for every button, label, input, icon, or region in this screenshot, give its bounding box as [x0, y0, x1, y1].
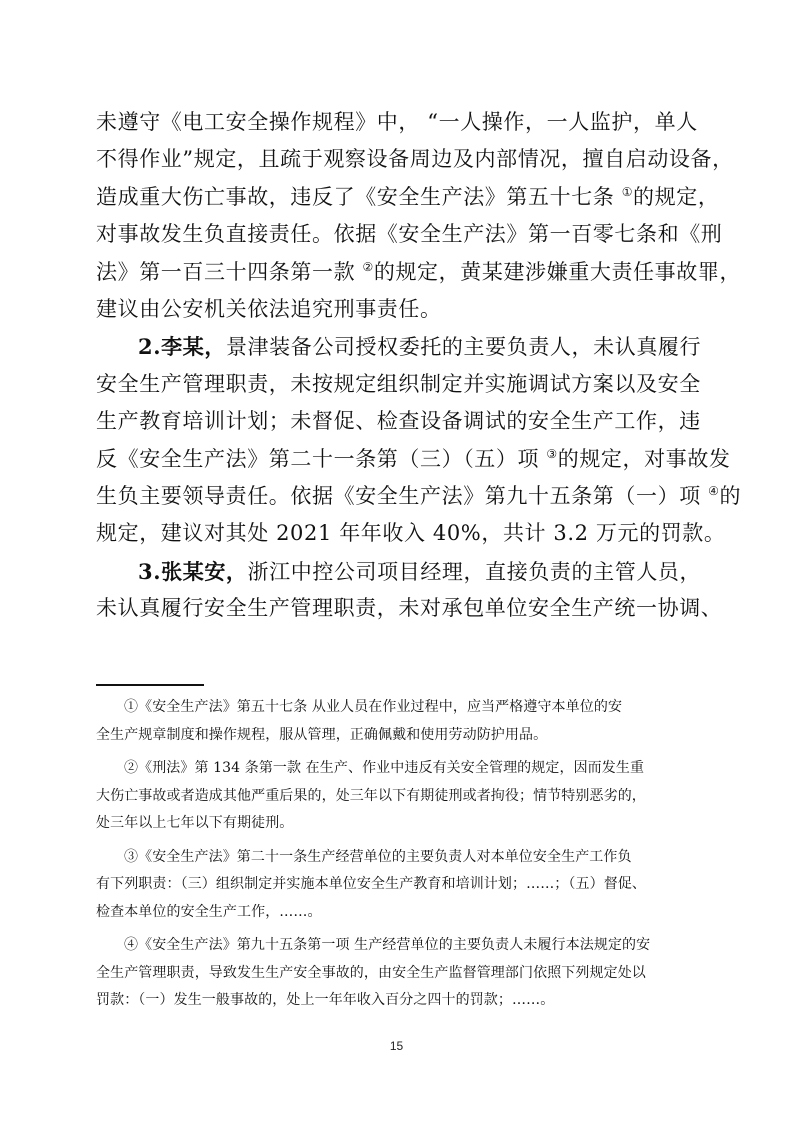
body-line: 对事故发生负直接责任。依据《安全生产法》第一百零七条和《刑	[96, 222, 723, 247]
footnote-ref: ③	[546, 446, 558, 461]
footnote-2	[96, 755, 706, 838]
footnote-ref: ①	[621, 184, 634, 199]
body-line: 反《安全生产法》第二十一条第（三）（五）项 ③的规定，对事故发	[96, 446, 731, 471]
item-heading: 2.李某，	[138, 334, 226, 360]
body-line: 3.张某安，浙江中控公司项目经理，直接负责的主管人员，	[138, 558, 702, 584]
footnote-line: 大伤亡事故或者造成其他严重后果的，处三年以下有期徒刑或者拘役；情节特别恶劣的，	[96, 787, 646, 804]
body-line: 建议由公安机关依法追究刑事责任。	[96, 296, 442, 321]
footnote-4	[96, 932, 706, 1015]
footnote-3	[96, 844, 706, 927]
footnote-separator	[96, 684, 204, 686]
footnote-line: 全生产管理职责，导致发生生产安全事故的，由安全生产监督管理部门依照下列规定处以	[96, 964, 646, 981]
body-line: 未认真履行安全生产管理职责，未对承包单位安全生产统一协调、	[96, 596, 723, 621]
footnote-line: 处三年以上七年以下有期徒刑。	[96, 815, 294, 831]
body-line: 2.李某，景津装备公司授权委托的主要负责人，未认真履行	[138, 334, 702, 360]
footnote-line: 有下列职责：（三）组织制定并实施本单位安全生产教育和培训计划；……；（五）督促、	[96, 876, 646, 892]
footnote-line: 全生产规章制度和操作规程，服从管理，正确佩戴和使用劳动防护用品。	[96, 726, 548, 743]
body-text	[96, 104, 742, 627]
item-heading: 3.张某安，	[138, 558, 248, 584]
body-line: 生产教育培训计划；未督促、检查设备调试的安全生产工作，违	[96, 409, 701, 434]
footnote-1	[96, 694, 706, 749]
footnotes	[96, 694, 706, 1015]
body-line: 未遵守《电工安全操作规程》中， “一人操作，一人监护，单人	[96, 110, 698, 134]
footnote-line: ①《安全生产法》第五十七条 从业人员在作业过程中，应当严格遵守本单位的安	[124, 699, 623, 715]
footnote-line: 检查本单位的安全生产工作，……。	[96, 903, 322, 920]
body-line: 安全生产管理职责，未按规定组织制定并实施调试方案以及安全	[96, 371, 701, 396]
body-line: 规定，建议对其处 2021 年年收入 40%，共计 3.2 万元的罚款。	[96, 521, 726, 546]
footnote-ref: ④	[708, 483, 720, 498]
footnote-ref: ②	[362, 259, 374, 274]
body-line: 不得作业”规定，且疏于观察设备周边及内部情况，擅自启动设备，	[96, 147, 734, 172]
body-line: 法》第一百三十四条第一款 ②的规定，黄某建涉嫌重大责任事故罪，	[96, 259, 742, 284]
page-number: 15	[389, 1039, 404, 1053]
body-line: 生负主要领导责任。依据《安全生产法》第九十五条第（一）项 ④的	[96, 483, 742, 508]
footnote-line: ②《刑法》第 134 条第一款 在生产、作业中违反有关安全管理的规定，因而发生重	[124, 760, 645, 776]
footnote-line: 罚款：（一）发生一般事故的，处上一年年收入百分之四十的罚款；……。	[96, 992, 555, 1008]
footnote-line: ③《安全生产法》第二十一条生产经营单位的主要负责人对本单位安全生产工作负	[124, 848, 632, 865]
footnote-line: ④《安全生产法》第九十五条第一项 生产经营单位的主要负责人未履行本法规定的安	[124, 937, 651, 953]
body-line: 造成重大伤亡事故，违反了《安全生产法》第五十七条 ①的规定，	[96, 184, 720, 209]
